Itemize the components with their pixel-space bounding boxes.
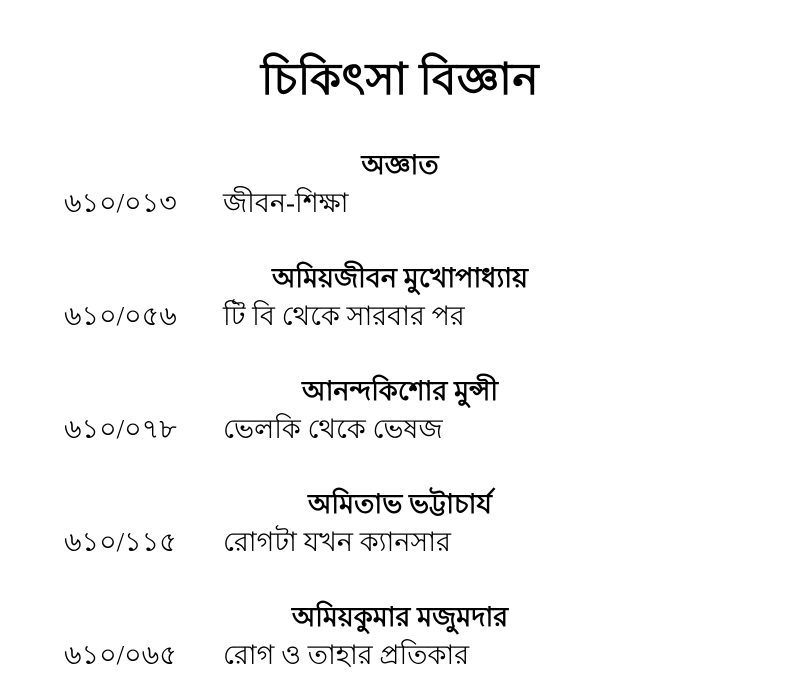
entry-row: [64, 297, 800, 336]
catalog-section: [0, 485, 800, 562]
entry-row: [64, 523, 800, 562]
catalog-section: [0, 259, 800, 336]
catalog-section: [0, 372, 800, 449]
book-title: রোগ ও তাহার প্রতিকার: [223, 640, 470, 670]
book-title: রোগটা যখন ক্যানসার: [223, 527, 451, 557]
call-number: ৬১০/০৭৮: [64, 414, 177, 444]
call-number: ৬১০/০৬৫: [64, 640, 177, 670]
author-heading: অমিতাভ ভট্টাচার্য: [308, 489, 492, 519]
book-title: টি বি থেকে সারবার পর: [223, 301, 465, 331]
page-title: চিকিৎসা বিজ্ঞান: [260, 55, 540, 104]
author-heading: অমিয়কুমার মজুমদার: [291, 602, 509, 632]
catalog-section: [0, 146, 800, 223]
entry-row: [64, 184, 800, 223]
catalog-list: [0, 146, 800, 675]
catalog-section: [0, 598, 800, 675]
entry-row: [64, 410, 800, 449]
author-heading: আনন্দকিশোর মুন্সী: [301, 376, 499, 406]
call-number: ৬১০/০১৩: [64, 188, 177, 218]
entry-row: [64, 636, 800, 675]
author-heading: অজ্ঞাত: [361, 150, 439, 180]
call-number: ৬১০/০৫৬: [64, 301, 177, 331]
author-heading: অমিয়জীবন মুখোপাধ্যায়: [271, 263, 529, 293]
call-number: ৬১০/১১৫: [64, 527, 177, 557]
book-title: ভেলকি থেকে ভেষজ: [223, 414, 443, 444]
book-title: জীবন-শিক্ষা: [223, 188, 349, 218]
